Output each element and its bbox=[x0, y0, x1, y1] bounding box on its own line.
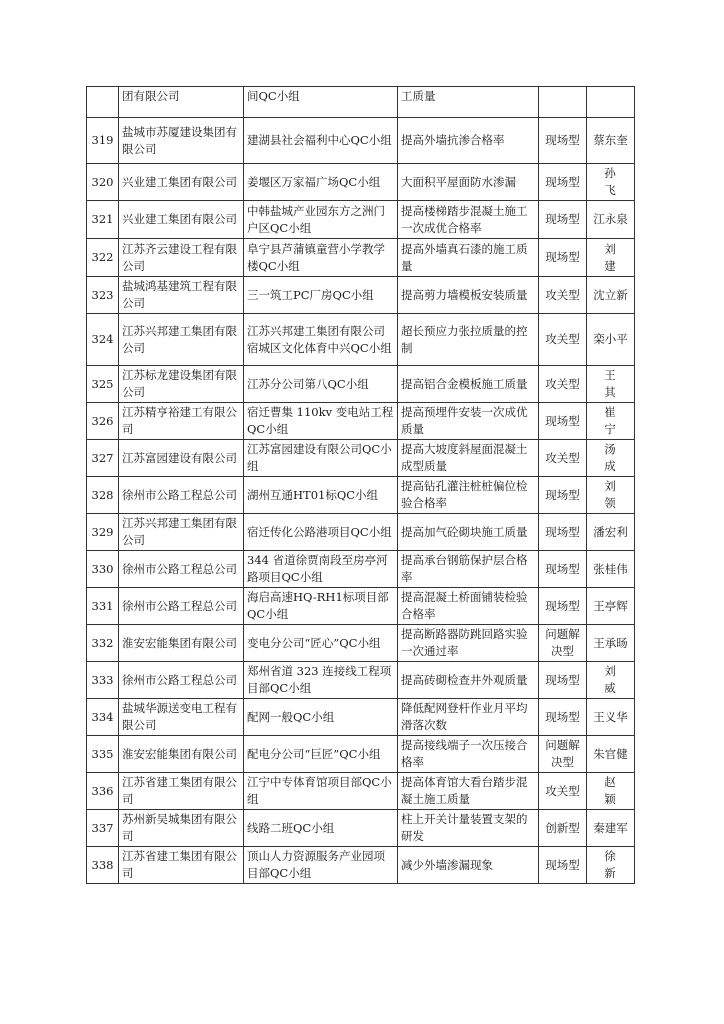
cell-group: 中韩盐城产业园东方之洲门户区QC小组 bbox=[244, 201, 398, 239]
cell-type: 现场型 bbox=[539, 514, 587, 551]
cell-group: 变电分公司“匠心”QC小组 bbox=[244, 625, 398, 662]
cell-topic: 提高楼梯踏步混凝土施工一次成优合格率 bbox=[398, 201, 539, 239]
cell-group: 宿迁曹集 110kv 变电站工程QC小组 bbox=[244, 403, 398, 440]
cell-type: 现场型 bbox=[539, 239, 587, 277]
cell-person: 崔宁 bbox=[587, 403, 635, 440]
cell-topic: 提高铝合金模板施工质量 bbox=[398, 366, 539, 403]
cell-topic: 提高混凝土桥面铺装检验合格率 bbox=[398, 588, 539, 625]
cell-no: 331 bbox=[87, 588, 119, 625]
cell-no: 323 bbox=[87, 277, 119, 314]
cell-no: 336 bbox=[87, 773, 119, 810]
table-row bbox=[87, 625, 635, 662]
cell-company: 江苏标龙建设集团有限公司 bbox=[119, 366, 244, 403]
cell-type bbox=[539, 87, 587, 118]
cell-person: 王亭辉 bbox=[587, 588, 635, 625]
cell-company: 徐州市公路工程总公司 bbox=[119, 662, 244, 699]
table-row bbox=[87, 662, 635, 699]
table-row bbox=[87, 366, 635, 403]
cell-company: 兴业建工集团有限公司 bbox=[119, 164, 244, 201]
table-row bbox=[87, 736, 635, 773]
table-row bbox=[87, 773, 635, 810]
table-row bbox=[87, 239, 635, 277]
cell-type: 攻关型 bbox=[539, 366, 587, 403]
table-row bbox=[87, 477, 635, 514]
cell-company: 江苏富园建设有限公司 bbox=[119, 440, 244, 477]
cell-no: 334 bbox=[87, 699, 119, 736]
cell-no: 333 bbox=[87, 662, 119, 699]
cell-group: 姜堰区万家福广场QC小组 bbox=[244, 164, 398, 201]
cell-type: 现场型 bbox=[539, 588, 587, 625]
table-row bbox=[87, 403, 635, 440]
cell-group: 宿迁传化公路港项目QC小组 bbox=[244, 514, 398, 551]
table-row bbox=[87, 440, 635, 477]
cell-topic: 减少外墙渗漏现象 bbox=[398, 847, 539, 884]
cell-group: 江苏兴邦建工集团有限公司宿城区文化体育中兴QC小组 bbox=[244, 314, 398, 366]
cell-topic: 提高钻孔灌注桩桩偏位检验合格率 bbox=[398, 477, 539, 514]
table-row bbox=[87, 514, 635, 551]
cell-company: 盐城市苏厦建设集团有限公司 bbox=[119, 118, 244, 164]
cell-group: 建湖县社会福利中心QC小组 bbox=[244, 118, 398, 164]
cell-topic: 柱上开关计量装置支架的研发 bbox=[398, 810, 539, 847]
cell-person: 王义华 bbox=[587, 699, 635, 736]
cell-topic: 降低配网登杆作业月平均滑落次数 bbox=[398, 699, 539, 736]
cell-group: 海启高速HQ-RH1标项目部QC小组 bbox=[244, 588, 398, 625]
cell-type: 现场型 bbox=[539, 477, 587, 514]
cell-group: 阜宁县芦蒲镇童营小学教学楼QC小组 bbox=[244, 239, 398, 277]
table-row bbox=[87, 847, 635, 884]
cell-group: 三一筑工PC厂房QC小组 bbox=[244, 277, 398, 314]
cell-person: 张桂伟 bbox=[587, 551, 635, 588]
cell-topic: 提高剪力墙模板安装质量 bbox=[398, 277, 539, 314]
table-row bbox=[87, 810, 635, 847]
cell-person: 刘领 bbox=[587, 477, 635, 514]
cell-person: 朱官健 bbox=[587, 736, 635, 773]
cell-type: 现场型 bbox=[539, 403, 587, 440]
table-row-continuation bbox=[87, 87, 635, 118]
cell-no: 320 bbox=[87, 164, 119, 201]
cell-group: 线路二班QC小组 bbox=[244, 810, 398, 847]
cell-company: 江苏兴邦建工集团有限公司 bbox=[119, 514, 244, 551]
cell-no: 326 bbox=[87, 403, 119, 440]
cell-company: 江苏兴邦建工集团有限公司 bbox=[119, 314, 244, 366]
cell-type: 创新型 bbox=[539, 810, 587, 847]
cell-group: 间QC小组 bbox=[244, 87, 398, 118]
table-row bbox=[87, 699, 635, 736]
cell-type: 现场型 bbox=[539, 201, 587, 239]
cell-type: 现场型 bbox=[539, 847, 587, 884]
cell-type: 现场型 bbox=[539, 118, 587, 164]
cell-topic: 提高大坡度斜屋面混凝土成型质量 bbox=[398, 440, 539, 477]
cell-topic: 提高体育馆大看台踏步混凝土施工质量 bbox=[398, 773, 539, 810]
cell-type: 攻关型 bbox=[539, 314, 587, 366]
table-row bbox=[87, 314, 635, 366]
cell-person: 栾小平 bbox=[587, 314, 635, 366]
cell-group: 湖州互通HT01标QC小组 bbox=[244, 477, 398, 514]
cell-type: 攻关型 bbox=[539, 773, 587, 810]
cell-person: 秦建军 bbox=[587, 810, 635, 847]
cell-group: 配电分公司“巨匠”QC小组 bbox=[244, 736, 398, 773]
cell-topic: 提高断路器防跳回路实验一次通过率 bbox=[398, 625, 539, 662]
cell-company: 徐州市公路工程总公司 bbox=[119, 551, 244, 588]
cell-person: 蔡东奎 bbox=[587, 118, 635, 164]
cell-group: 江苏分公司第八QC小组 bbox=[244, 366, 398, 403]
cell-company: 团有限公司 bbox=[119, 87, 244, 118]
cell-topic: 提高接线端子一次压接合格率 bbox=[398, 736, 539, 773]
cell-person: 刘建 bbox=[587, 239, 635, 277]
cell-company: 江苏省建工集团有限公司 bbox=[119, 847, 244, 884]
table-row bbox=[87, 277, 635, 314]
cell-person: 王承旸 bbox=[587, 625, 635, 662]
cell-group: 郑州省道 323 连接线工程项目部QC小组 bbox=[244, 662, 398, 699]
cell-topic: 大面积平屋面防水渗漏 bbox=[398, 164, 539, 201]
cell-type: 现场型 bbox=[539, 662, 587, 699]
cell-no: 324 bbox=[87, 314, 119, 366]
cell-no: 321 bbox=[87, 201, 119, 239]
cell-person: 赵颖 bbox=[587, 773, 635, 810]
cell-person: 孙飞 bbox=[587, 164, 635, 201]
cell-no: 332 bbox=[87, 625, 119, 662]
table-row bbox=[87, 201, 635, 239]
cell-type: 问题解决型 bbox=[539, 736, 587, 773]
cell-no: 327 bbox=[87, 440, 119, 477]
cell-topic: 工质量 bbox=[398, 87, 539, 118]
cell-person: 徐新 bbox=[587, 847, 635, 884]
cell-no bbox=[87, 87, 119, 118]
table-row bbox=[87, 118, 635, 164]
cell-person: 江永泉 bbox=[587, 201, 635, 239]
qc-group-table bbox=[86, 86, 635, 884]
cell-type: 现场型 bbox=[539, 551, 587, 588]
cell-person bbox=[587, 87, 635, 118]
table-row bbox=[87, 588, 635, 625]
cell-company: 江苏齐云建设工程有限公司 bbox=[119, 239, 244, 277]
cell-group: 江苏富园建设有限公司QC小组 bbox=[244, 440, 398, 477]
cell-no: 328 bbox=[87, 477, 119, 514]
cell-type: 问题解决型 bbox=[539, 625, 587, 662]
cell-no: 337 bbox=[87, 810, 119, 847]
cell-no: 329 bbox=[87, 514, 119, 551]
cell-no: 322 bbox=[87, 239, 119, 277]
cell-no: 325 bbox=[87, 366, 119, 403]
cell-group: 配网一般QC小组 bbox=[244, 699, 398, 736]
cell-topic: 超长预应力张拉质量的控制 bbox=[398, 314, 539, 366]
cell-topic: 提高外墙抗渗合格率 bbox=[398, 118, 539, 164]
cell-type: 现场型 bbox=[539, 699, 587, 736]
cell-company: 江苏省建工集团有限公司 bbox=[119, 773, 244, 810]
cell-person: 沈立新 bbox=[587, 277, 635, 314]
cell-group: 顶山人力资源服务产业园项目部QC小组 bbox=[244, 847, 398, 884]
qc-table-body bbox=[87, 87, 635, 884]
cell-type: 攻关型 bbox=[539, 440, 587, 477]
cell-company: 淮安宏能集团有限公司 bbox=[119, 736, 244, 773]
cell-topic: 提高承台钢筋保护层合格率 bbox=[398, 551, 539, 588]
cell-company: 徐州市公路工程总公司 bbox=[119, 588, 244, 625]
cell-topic: 提高砖砌检查井外观质量 bbox=[398, 662, 539, 699]
cell-group: 江宁中专体育馆项目部QC小组 bbox=[244, 773, 398, 810]
cell-type: 现场型 bbox=[539, 164, 587, 201]
cell-person: 汤成 bbox=[587, 440, 635, 477]
cell-group: 344 省道徐贾南段至房亭河路项目QC小组 bbox=[244, 551, 398, 588]
cell-company: 徐州市公路工程总公司 bbox=[119, 477, 244, 514]
cell-person: 刘威 bbox=[587, 662, 635, 699]
cell-company: 江苏精亨裕建工有限公司 bbox=[119, 403, 244, 440]
table-row bbox=[87, 164, 635, 201]
cell-topic: 提高外墙真石漆的施工质量 bbox=[398, 239, 539, 277]
cell-no: 330 bbox=[87, 551, 119, 588]
cell-company: 淮安宏能集团有限公司 bbox=[119, 625, 244, 662]
table-row bbox=[87, 551, 635, 588]
cell-no: 335 bbox=[87, 736, 119, 773]
cell-company: 兴业建工集团有限公司 bbox=[119, 201, 244, 239]
cell-type: 攻关型 bbox=[539, 277, 587, 314]
cell-company: 盐城鸿基建筑工程有限公司 bbox=[119, 277, 244, 314]
cell-company: 盐城华源送变电工程有限公司 bbox=[119, 699, 244, 736]
cell-topic: 提高预埋件安装一次成优质量 bbox=[398, 403, 539, 440]
cell-topic: 提高加气砼砌块施工质量 bbox=[398, 514, 539, 551]
cell-company: 苏州新吴城集团有限公司 bbox=[119, 810, 244, 847]
cell-person: 王其 bbox=[587, 366, 635, 403]
cell-no: 319 bbox=[87, 118, 119, 164]
cell-person: 潘宏利 bbox=[587, 514, 635, 551]
cell-no: 338 bbox=[87, 847, 119, 884]
